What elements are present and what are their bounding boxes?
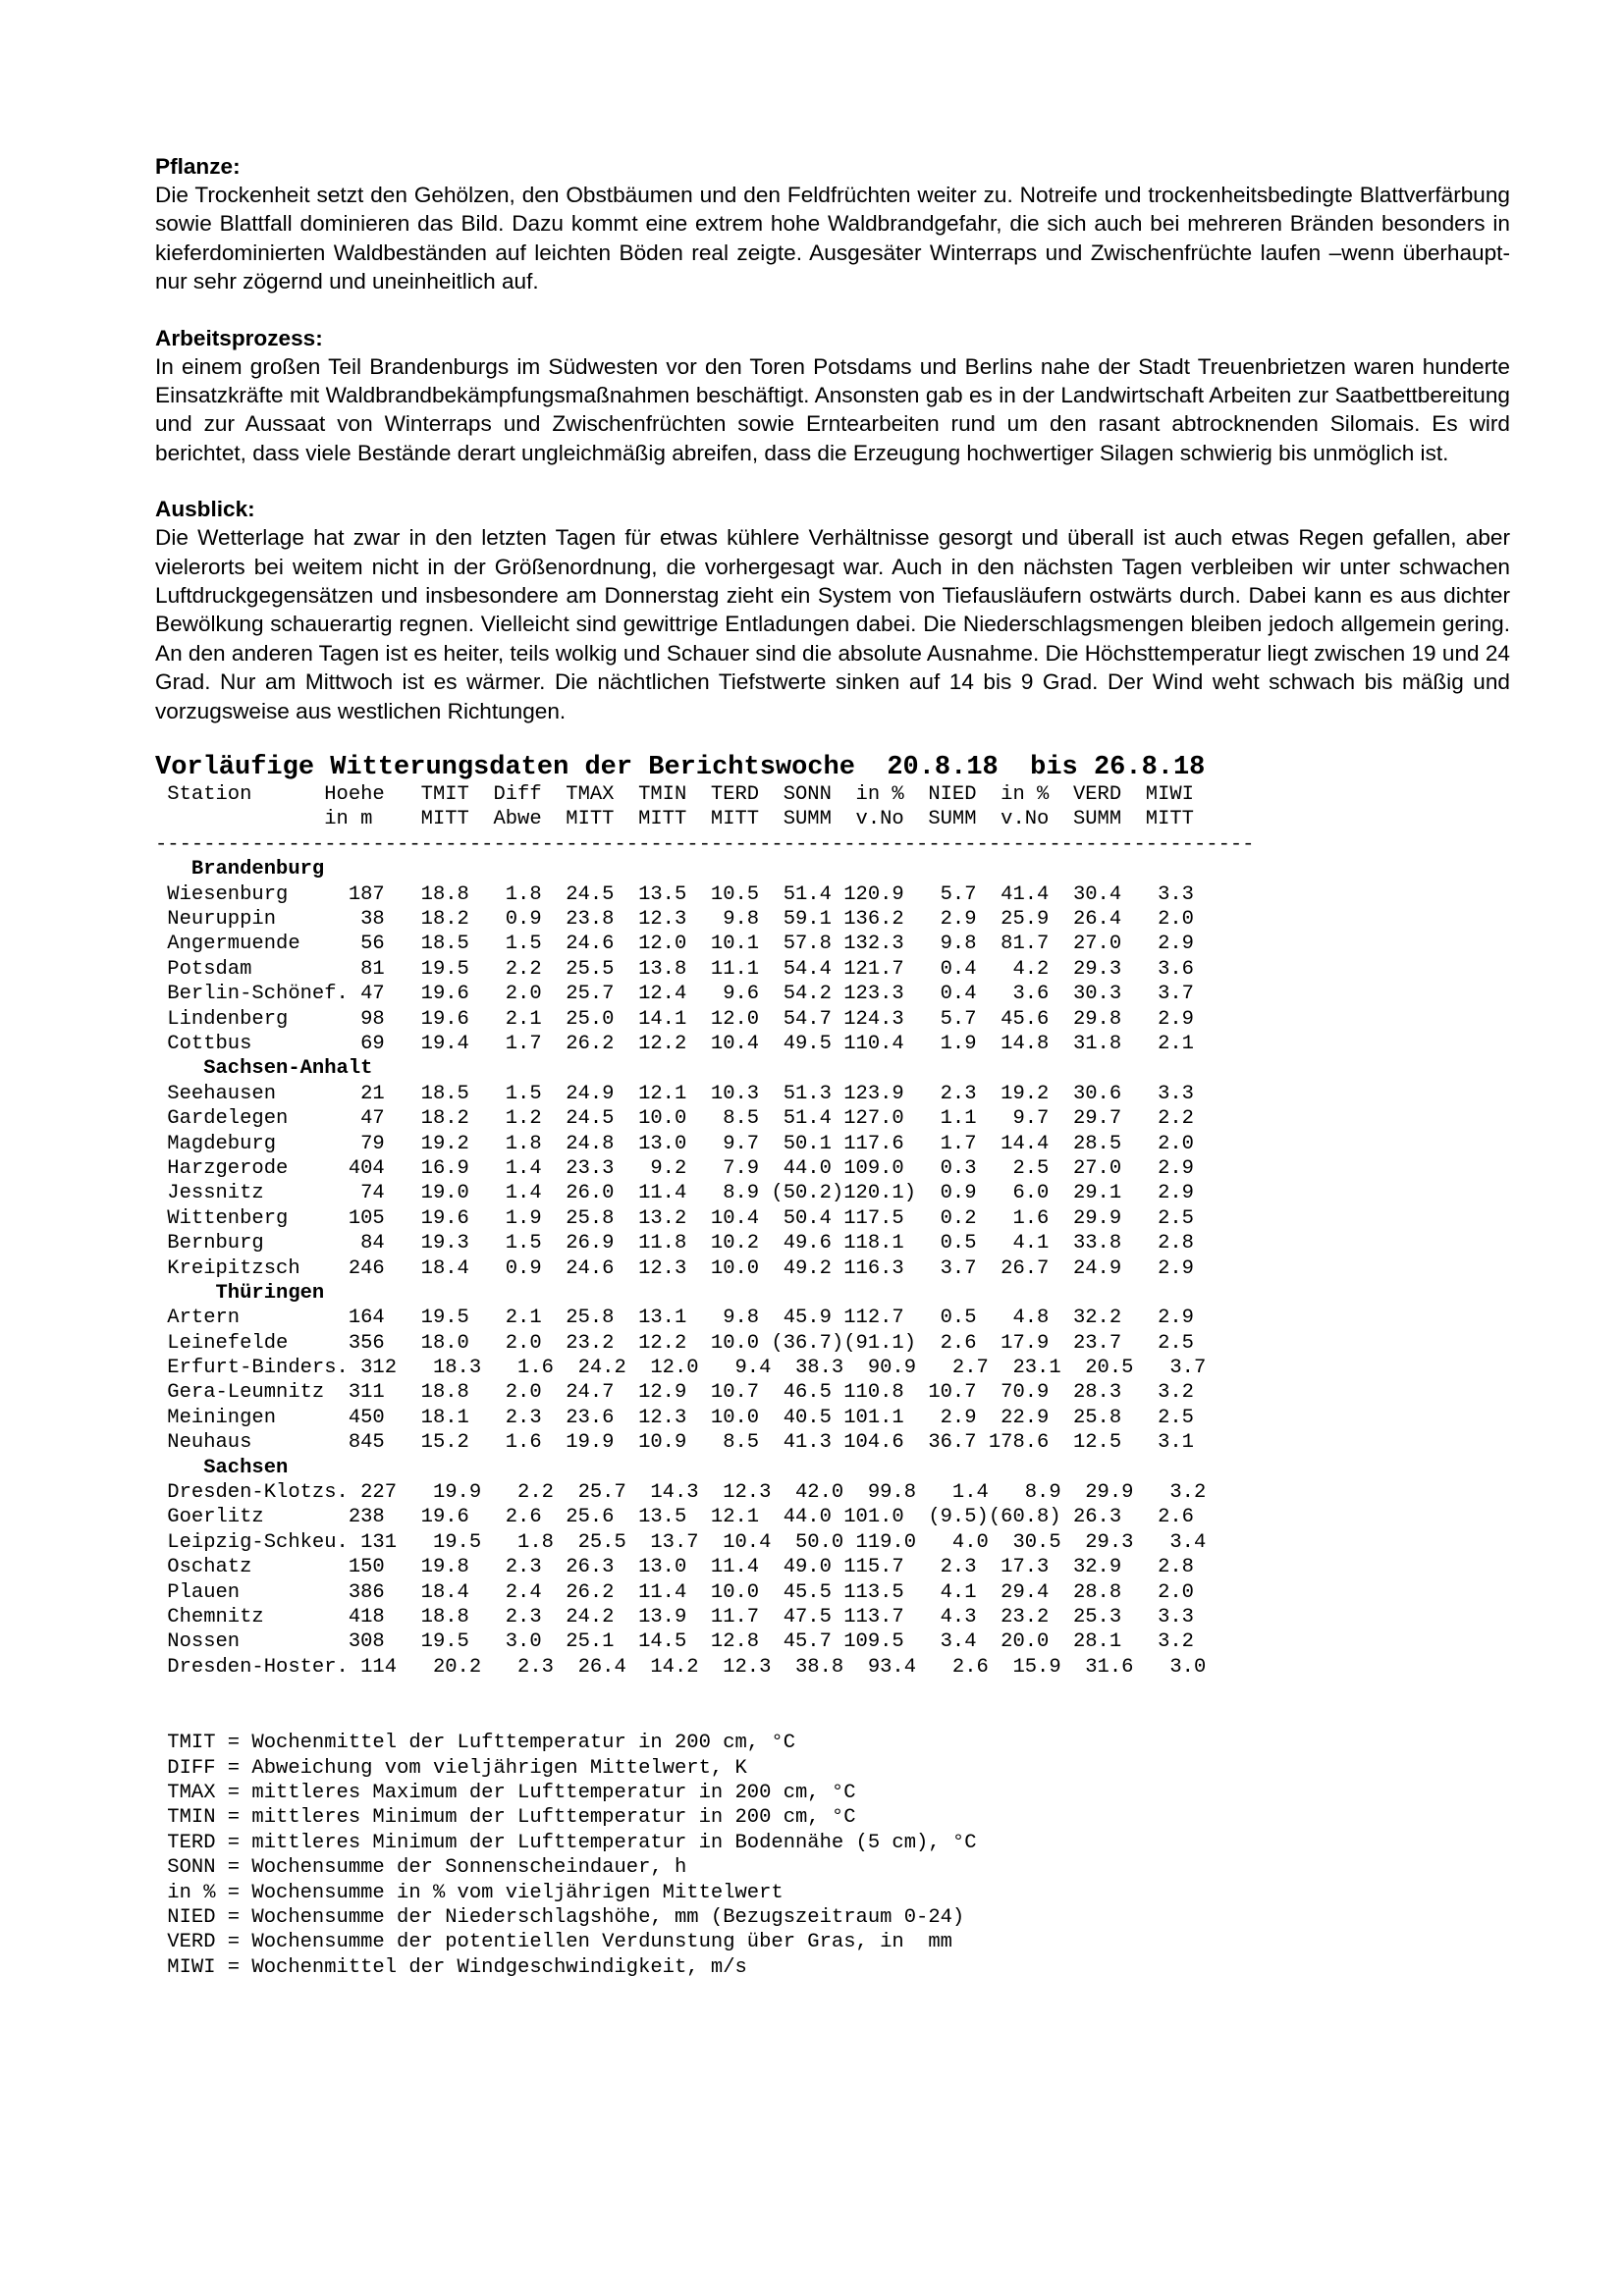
section-arbeitsprozess bbox=[155, 324, 1510, 468]
table-row: Goerlitz 238 19.6 2.6 25.6 13.5 12.1 44.0 101.0 (9.5)(60.8) 26.3 2.6 bbox=[155, 1506, 1194, 1529]
table-row: Leinefelde 356 18.0 2.0 23.2 12.2 10.0 (36.7)(91.1) 2.6 17.9 23.7 2.5 bbox=[155, 1331, 1194, 1355]
section-text: Die Trockenheit setzt den Gehölzen, den Obstbäumen und den Feldfrüchten weiter zu. Notreife und trockenheitsbedingte Blattverfärbung sowie Blattfall dominieren das Bild. Dazu kommt eine extrem hohe Waldbrandgefahr, die sich auch bei mehreren Bränden besonders in kieferdominierten Waldbeständen auf leichten Böden real zeigte. Ausgesäter Winterraps und Zwischenfrüchte laufen –wenn überhaupt- nur sehr zögernd und uneinheitlich auf. bbox=[155, 183, 1510, 294]
table-row: Harzgerode 404 16.9 1.4 23.3 9.2 7.9 44.0 109.0 0.3 2.5 27.0 2.9 bbox=[155, 1156, 1194, 1180]
table-row: Oschatz 150 19.8 2.3 26.3 13.0 11.4 49.0 115.7 2.3 17.3 32.9 2.8 bbox=[155, 1556, 1194, 1579]
legend-line: in % = Wochensumme in % vom vieljährigen Mittelwert bbox=[155, 1881, 784, 1904]
table-title: Vorläufige Witterungsdaten der Berichtswoche 20.8.18 bis 26.8.18 bbox=[155, 753, 1206, 783]
table-row: Angermuende 56 18.5 1.5 24.6 12.0 10.1 57.8 132.3 9.8 81.7 27.0 2.9 bbox=[155, 933, 1194, 956]
section-pflanze bbox=[155, 152, 1510, 296]
table-row: Dresden-Hoster. 114 20.2 2.3 26.4 14.2 12.3 38.8 93.4 2.6 15.9 31.6 3.0 bbox=[155, 1655, 1207, 1679]
region-header: Sachsen-Anhalt bbox=[155, 1057, 373, 1081]
legend-line: TERD = mittleres Minimum der Lufttemperatur in Bodennähe (5 cm), °C bbox=[155, 1831, 977, 1854]
table-row: Bernburg 84 19.3 1.5 26.9 11.8 10.2 49.6 118.1 0.5 4.1 33.8 2.8 bbox=[155, 1232, 1194, 1255]
section-text: Die Wetterlage hat zwar in den letzten Tagen für etwas kühlere Verhältnisse gesorgt und überall ist auch etwas Regen gefallen, aber vielerorts bei weitem nicht in der Größenordnung, die vorhergesagt war. Auch in den nächsten Tagen verbleiben wir unter schwachen Luftdruckgegensätzen und insbesondere am Donnerstag zieht ein System von Tiefausläufern ostwärts durch. Dabei kann es aus dichter Bewölkung schauerartig regnen. Vielleicht sind gewittrige Entladungen dabei. Die Niederschlagsmengen bleiben jedoch allgemein gering. An den anderen Tagen ist es heiter, teils wolkig und Schauer sind die absolute Ausnahme. Die Höchsttemperatur liegt zwischen 19 und 24 Grad. Nur am Mittwoch ist es wärmer. Die nächtlichen Tiefstwerte sinken auf 14 bis 9 Grad. Der Wind weht schwach bis mäßig und vorzugsweise aus westlichen Richtungen. bbox=[155, 525, 1510, 723]
legend-line: TMAX = mittleres Maximum der Lufttemperatur in 200 cm, °C bbox=[155, 1781, 856, 1804]
table-row: Dresden-Klotzs. 227 19.9 2.2 25.7 14.3 12.3 42.0 99.8 1.4 8.9 29.9 3.2 bbox=[155, 1481, 1207, 1505]
table-row: Erfurt-Binders. 312 18.3 1.6 24.2 12.0 9.4 38.3 90.9 2.7 23.1 20.5 3.7 bbox=[155, 1357, 1207, 1380]
table-row: Berlin-Schönef. 47 19.6 2.0 25.7 12.4 9.6 54.2 123.3 0.4 3.6 30.3 3.7 bbox=[155, 983, 1194, 1006]
legend-line: DIFF = Abweichung vom vieljährigen Mittelwert, K bbox=[155, 1756, 747, 1780]
weather-data-table bbox=[155, 782, 1510, 1680]
table-row: Neuhaus 845 15.2 1.6 19.9 10.9 8.5 41.3 104.6 36.7 178.6 12.5 3.1 bbox=[155, 1431, 1194, 1455]
table-row: Wiesenburg 187 18.8 1.8 24.5 13.5 10.5 51.4 120.9 5.7 41.4 30.4 3.3 bbox=[155, 882, 1194, 906]
table-row: Jessnitz 74 19.0 1.4 26.0 11.4 8.9 (50.2)120.1) 0.9 6.0 29.1 2.9 bbox=[155, 1182, 1194, 1205]
table-row: Gardelegen 47 18.2 1.2 24.5 10.0 8.5 51.4 127.0 1.1 9.7 29.7 2.2 bbox=[155, 1107, 1194, 1131]
section-heading: Arbeitsprozess: bbox=[155, 325, 323, 350]
table-row: Wittenberg 105 19.6 1.9 25.8 13.2 10.4 50.4 117.5 0.2 1.6 29.9 2.5 bbox=[155, 1206, 1194, 1230]
table-header-row: Station Hoehe TMIT Diff TMAX TMIN TERD SONN in % NIED in % VERD MIWI bbox=[155, 783, 1194, 807]
table-row: Chemnitz 418 18.8 2.3 24.2 13.9 11.7 47.5 113.7 4.3 23.2 25.3 3.3 bbox=[155, 1605, 1194, 1629]
table-body bbox=[155, 857, 1510, 1680]
legend-line: TMIT = Wochenmittel der Lufttemperatur in 200 cm, °C bbox=[155, 1732, 796, 1755]
table-row: Seehausen 21 18.5 1.5 24.9 12.1 10.3 51.3 123.9 2.3 19.2 30.6 3.3 bbox=[155, 1082, 1194, 1105]
table-row: Neuruppin 38 18.2 0.9 23.8 12.3 9.8 59.1 136.2 2.9 25.9 26.4 2.0 bbox=[155, 908, 1194, 932]
legend-line: TMIN = mittleres Minimum der Lufttemperatur in 200 cm, °C bbox=[155, 1806, 856, 1830]
table-row: Leipzig-Schkeu. 131 19.5 1.8 25.5 13.7 10.4 50.0 119.0 4.0 30.5 29.3 3.4 bbox=[155, 1530, 1207, 1554]
table-row: Cottbus 69 19.4 1.7 26.2 12.2 10.4 49.5 110.4 1.9 14.8 31.8 2.1 bbox=[155, 1033, 1194, 1055]
legend-line: NIED = Wochensumme der Niederschlagshöhe, mm (Bezugszeitraum 0-24) bbox=[155, 1905, 965, 1929]
region-header: Thüringen bbox=[155, 1281, 325, 1305]
table-header-units-row: in m MITT Abwe MITT MITT MITT SUMM v.No SUMM v.No SUMM MITT bbox=[155, 808, 1194, 831]
table-row: Magdeburg 79 19.2 1.8 24.8 13.0 9.7 50.1 117.6 1.7 14.4 28.5 2.0 bbox=[155, 1132, 1194, 1155]
table-row: Meiningen 450 18.1 2.3 23.6 12.3 10.0 40.5 101.1 2.9 22.9 25.8 2.5 bbox=[155, 1406, 1194, 1429]
table-row: Nossen 308 19.5 3.0 25.1 14.5 12.8 45.7 109.5 3.4 20.0 28.1 3.2 bbox=[155, 1630, 1194, 1654]
table-row: Gera-Leumnitz 311 18.8 2.0 24.7 12.9 10.7 46.5 110.8 10.7 70.9 28.3 3.2 bbox=[155, 1381, 1194, 1405]
table-row: Potsdam 81 19.5 2.2 25.5 13.8 11.1 54.4 121.7 0.4 4.2 29.3 3.6 bbox=[155, 957, 1194, 981]
legend-line: MIWI = Wochenmittel der Windgeschwindigkeit, m/s bbox=[155, 1955, 747, 1979]
table-row: Plauen 386 18.4 2.4 26.2 11.4 10.0 45.5 113.5 4.1 29.4 28.8 2.0 bbox=[155, 1580, 1194, 1604]
legend bbox=[155, 1731, 1510, 1980]
section-text: In einem großen Teil Brandenburgs im Südwesten vor den Toren Potsdams und Berlins nahe der Stadt Treuenbrietzen waren hunderte Einsatzkräfte mit Waldbrandbekämpfungsmaßnahmen beschäftigt. Ansonsten gab es in der Landwirtschaft Arbeiten zur Saatbettbereitung und zur Aussaat von Winterraps und Zwischenfrüchten sowie Erntearbeiten rund um den rasant abtrocknenden Silomais. Es wird berichtet, dass viele Bestände derart ungleichmäßig abreifen, dass die Erzeugung hochwertiger Silagen schwierig bis unmöglich ist. bbox=[155, 353, 1510, 465]
section-heading: Pflanze: bbox=[155, 154, 241, 179]
document-page bbox=[155, 152, 1510, 1980]
table-separator: ------------------------------------------------------------------------------------------- bbox=[155, 832, 1255, 856]
region-header: Brandenburg bbox=[155, 858, 325, 881]
table-row: Lindenberg 98 19.6 2.1 25.0 14.1 12.0 54.7 124.3 5.7 45.6 29.8 2.9 bbox=[155, 1007, 1194, 1031]
region-header: Sachsen bbox=[155, 1456, 289, 1479]
legend-line: VERD = Wochensumme der potentiellen Verdunstung über Gras, in mm bbox=[155, 1931, 952, 1954]
section-ausblick bbox=[155, 495, 1510, 725]
table-row: Kreipitzsch 246 18.4 0.9 24.6 12.3 10.0 49.2 116.3 3.7 26.7 24.9 2.9 bbox=[155, 1256, 1194, 1280]
table-row: Artern 164 19.5 2.1 25.8 13.1 9.8 45.9 112.7 0.5 4.8 32.2 2.9 bbox=[155, 1307, 1194, 1330]
section-heading: Ausblick: bbox=[155, 497, 255, 522]
legend-line: SONN = Wochensumme der Sonnenscheindauer, h bbox=[155, 1856, 687, 1880]
